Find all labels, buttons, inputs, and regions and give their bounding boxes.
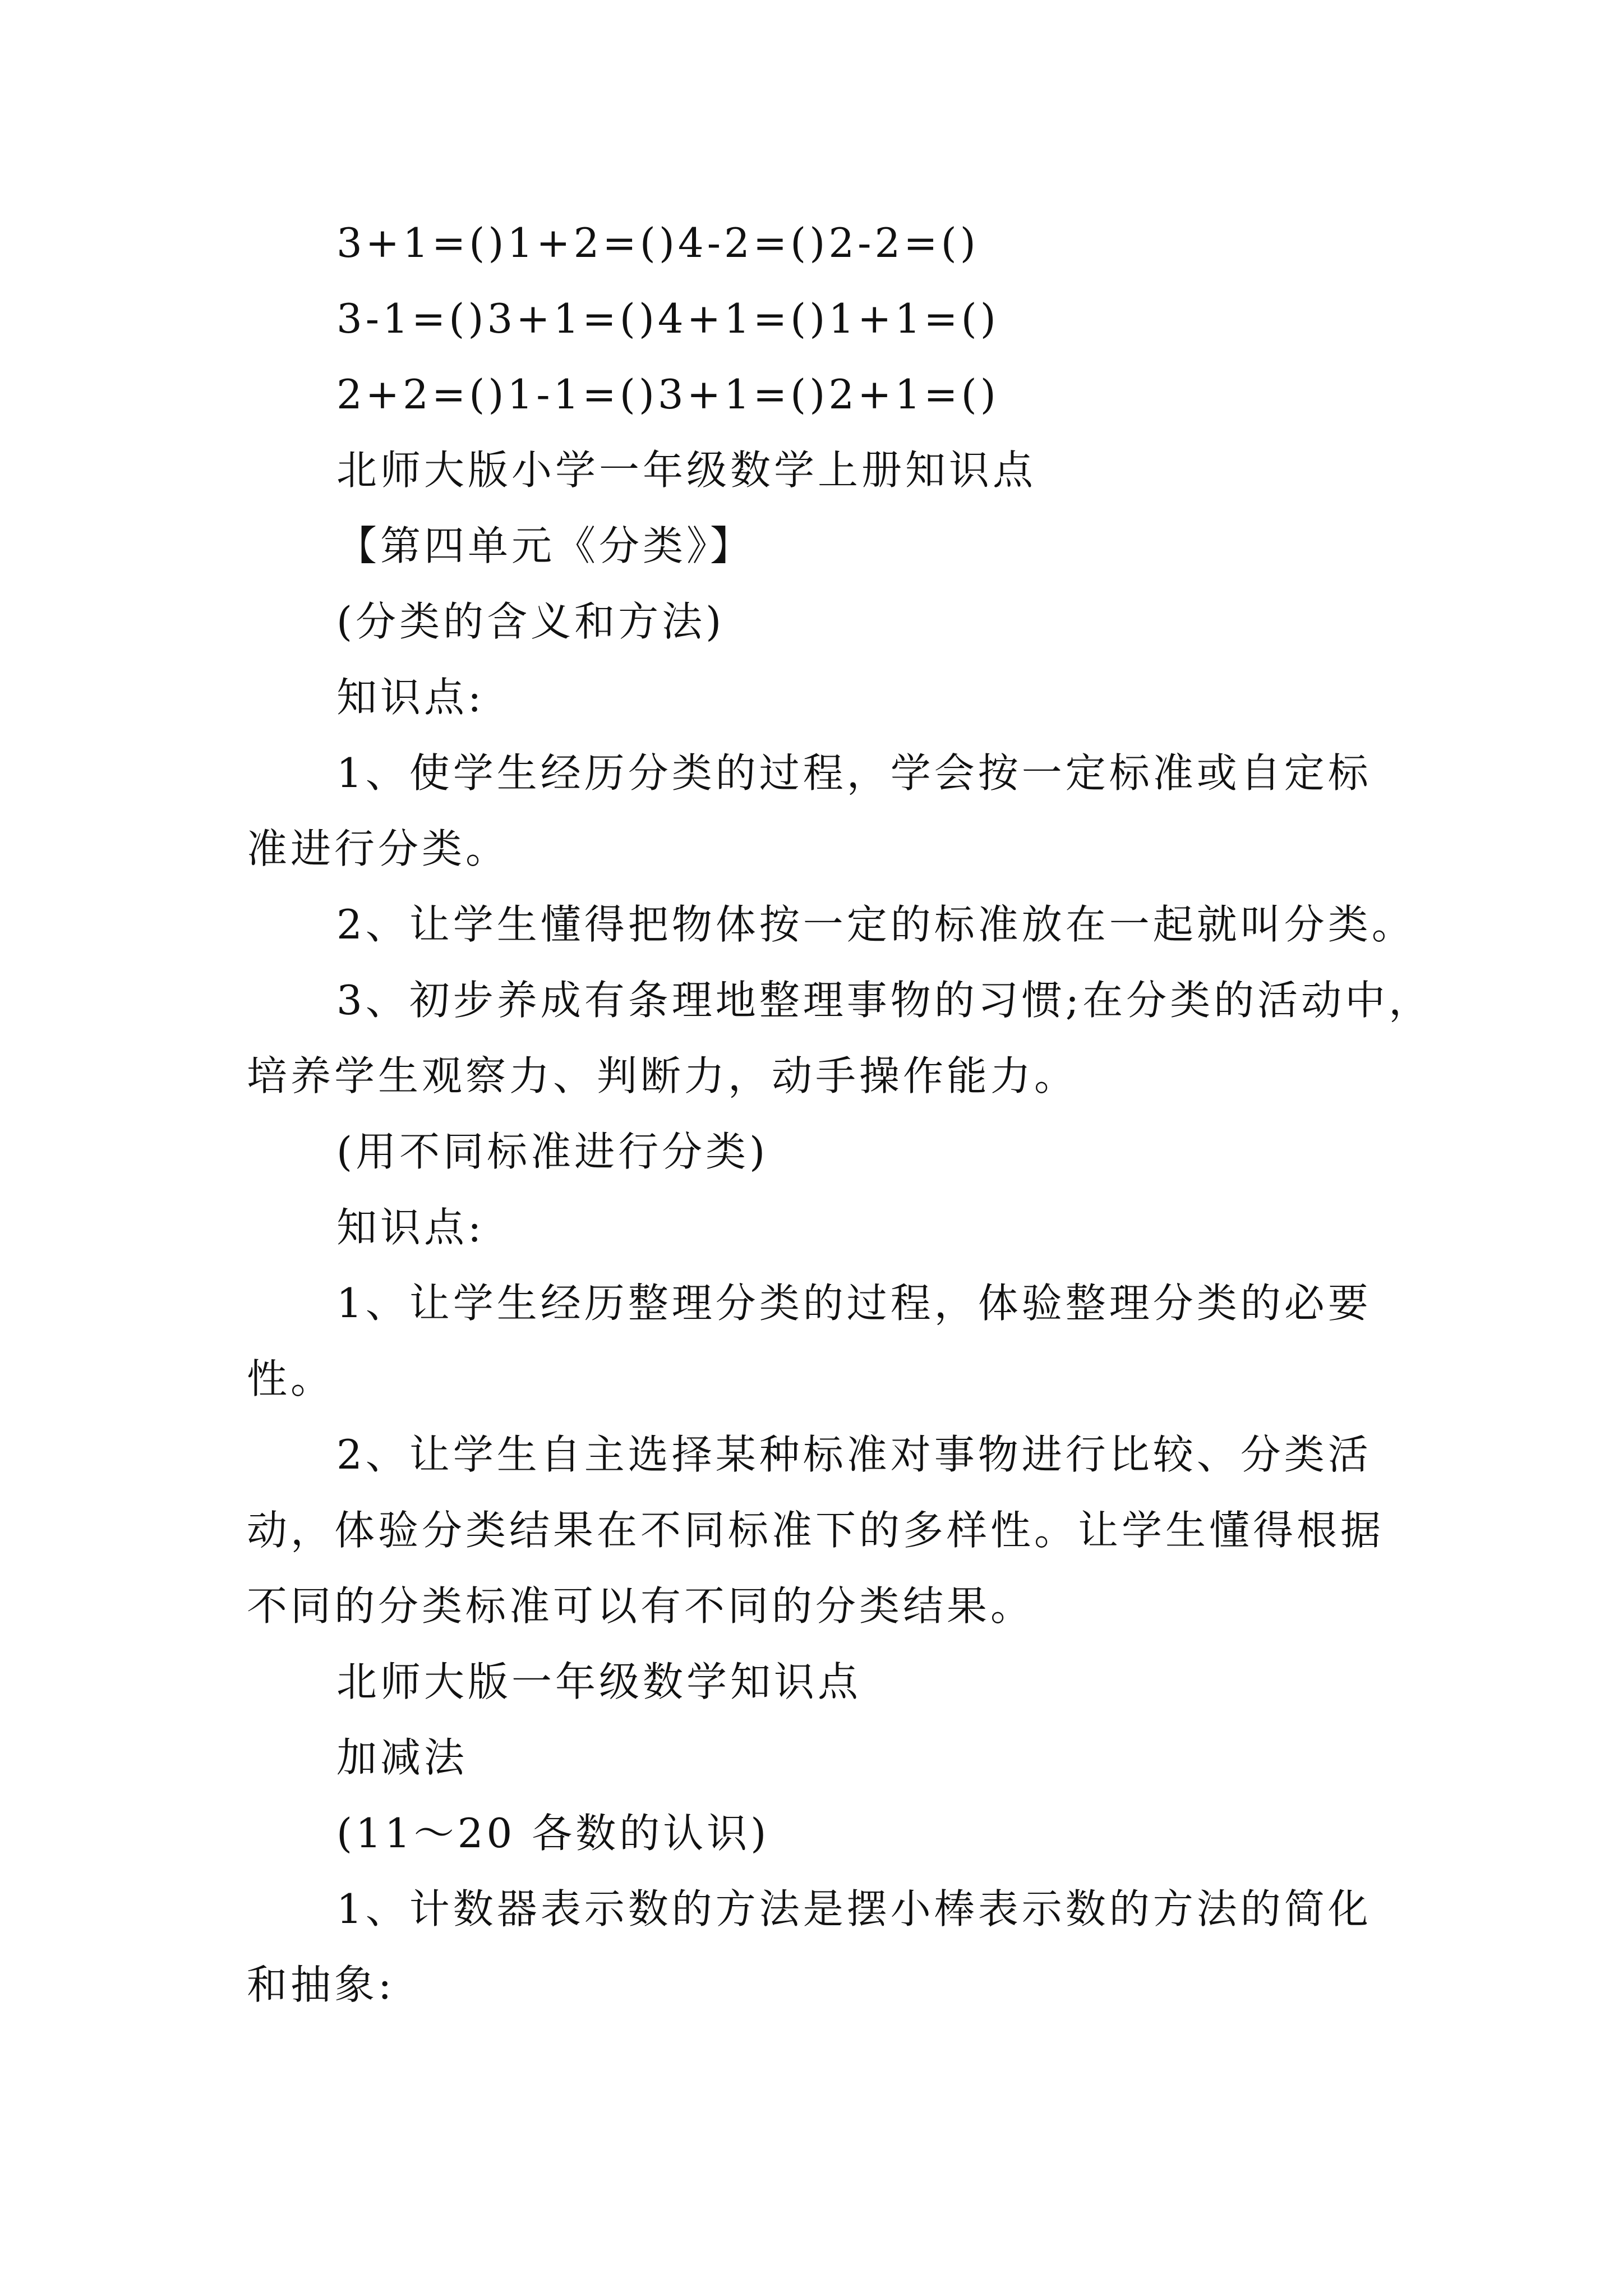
knowledge-label: 知识点:	[336, 674, 485, 721]
unit-heading: 【第四单元《分类》】	[336, 522, 754, 569]
paragraph-line: 1、让学生经历整理分类的过程，体验整理分类的必要	[336, 1280, 1372, 1327]
paragraph-line: 培养学生观察力、判断力，动手操作能力。	[247, 1052, 1078, 1099]
subsection-heading: (分类的含义和方法)	[336, 598, 725, 645]
paragraph-line: 1、计数器表示数的方法是摆小棒表示数的方法的简化	[336, 1885, 1372, 1932]
topic-heading: 加减法	[336, 1734, 468, 1781]
exercise-line: 3+1=()1+2=()4-2=()2-2=()	[336, 219, 979, 266]
paragraph-line: 2、让学生懂得把物体按一定的标准放在一起就叫分类。	[336, 901, 1415, 948]
section-title: 北师大版小学一年级数学上册知识点	[336, 447, 1037, 494]
knowledge-label: 知识点:	[336, 1204, 485, 1251]
exercise-line: 3-1=()3+1=()4+1=()1+1=()	[336, 295, 999, 342]
paragraph-line: 准进行分类。	[247, 825, 510, 872]
paragraph-line: 动，体验分类结果在不同标准下的多样性。让学生懂得根据	[247, 1507, 1385, 1554]
paragraph-line: 性。	[247, 1355, 335, 1402]
paragraph-line: 1、使学生经历分类的过程，学会按一定标准或自定标	[336, 749, 1372, 797]
section-title: 北师大版一年级数学知识点	[336, 1658, 862, 1705]
paragraph-line: 不同的分类标准可以有不同的分类结果。	[247, 1582, 1035, 1630]
exercise-line: 2+2=()1-1=()3+1=()2+1=()	[336, 371, 999, 418]
subsection-heading: (11～20 各数的认识)	[336, 1810, 770, 1857]
paragraph-line: 和抽象:	[247, 1961, 395, 2008]
paragraph-line: 2、让学生自主选择某种标准对事物进行比较、分类活	[336, 1431, 1372, 1478]
subsection-heading: (用不同标准进行分类)	[336, 1128, 769, 1175]
paragraph-line: 3、初步养成有条理地整理事物的习惯;在分类的活动中，	[336, 977, 1433, 1024]
